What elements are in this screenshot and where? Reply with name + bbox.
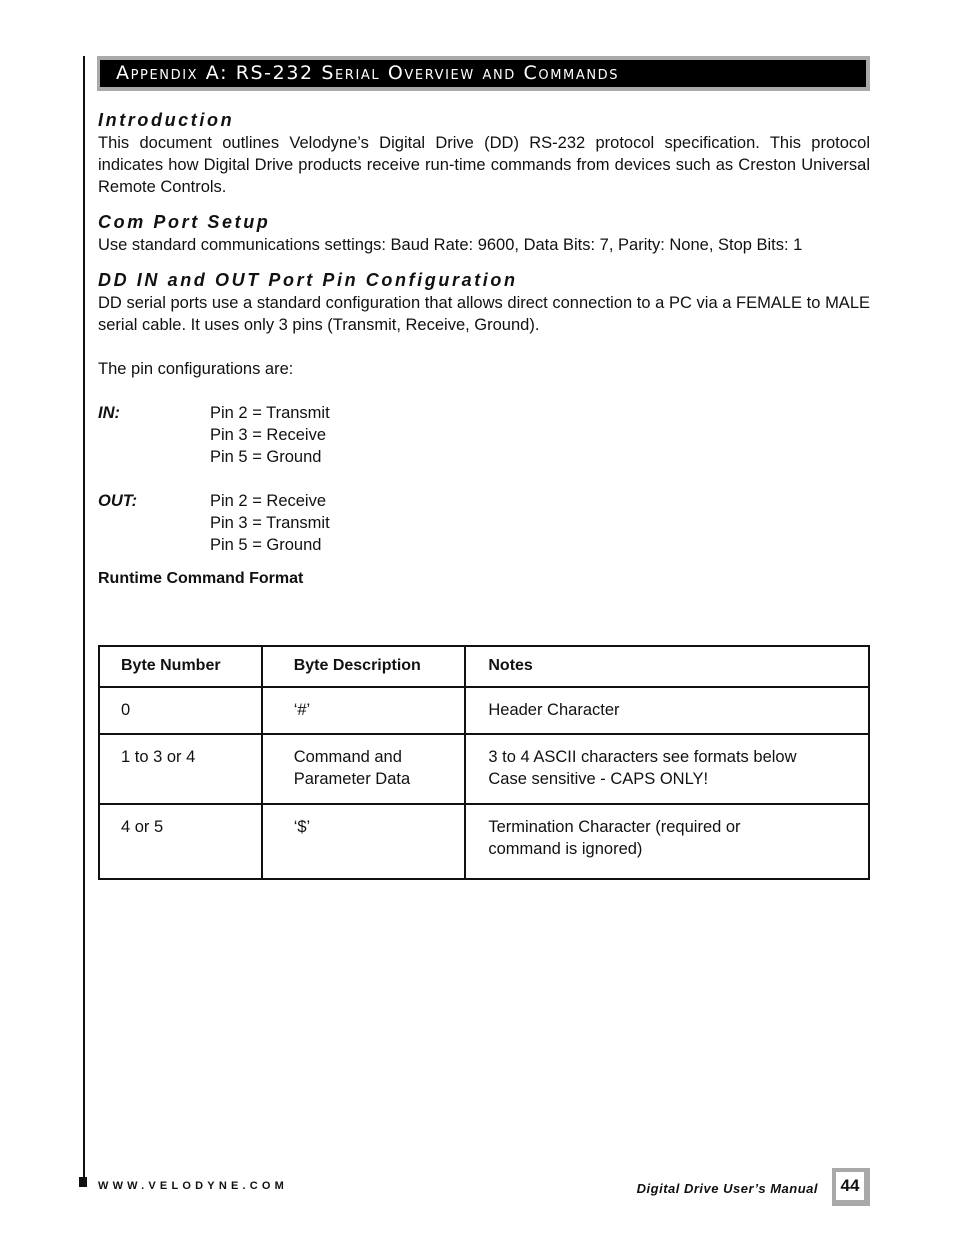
byte-number-cell: 4 or 5 [99,804,262,879]
byte-description-cell: Command and Parameter Data [262,734,466,804]
com-port-heading: Com Port Setup [98,212,271,232]
pin-config-intro: The pin configurations are: [98,360,294,378]
out-label: OUT: [98,492,138,510]
notes-cell: Header Character [465,687,869,734]
pin-config-text: DD serial ports use a standard configuration that allows direct connection to a PC via a FEMALE to MALE serial cable. It uses only 3 pins (Transmit, Receive, Ground). [98,294,870,334]
in-pin-line: Pin 5 = Ground [210,448,322,466]
page-content [98,108,870,590]
in-pin-line: Pin 2 = Transmit [210,404,330,422]
out-pin-line: Pin 2 = Receive [210,492,327,510]
runtime-heading: Runtime Command Format [98,570,304,587]
page-number-box [832,1168,870,1206]
footer-manual-title: Digital Drive User’s Manual [636,1181,818,1196]
col-header-notes: Notes [465,646,869,687]
table-row [99,734,869,804]
intro-text: This document outlines Velodyne’s Digital Drive (DD) RS-232 protocol specification. This protocol indicates how Digital Drive products receive run-time commands from devices such as Creston Universal Remote Controls. [98,134,870,196]
in-pin-line: Pin 3 = Receive [210,426,327,444]
runtime-command-table [98,645,870,880]
intro-heading: Introduction [98,110,235,130]
out-pin-line: Pin 5 = Ground [210,536,322,554]
byte-number-cell: 1 to 3 or 4 [99,734,262,804]
byte-number-cell: 0 [99,687,262,734]
footer-website: WWW.VELODYNE.COM [98,1180,289,1192]
margin-marker [79,1177,87,1187]
col-header-byte-description: Byte Description [262,646,466,687]
page-number: 44 [836,1172,864,1200]
table-row [99,687,869,734]
notes-cell: Termination Character (required or command is ignored) [465,804,869,879]
notes-cell: 3 to 4 ASCII characters see formats below Case sensitive - CAPS ONLY! [465,734,869,804]
appendix-title: Appendix A: RS-232 Serial Overview and Commands [100,60,866,87]
margin-rule [83,56,85,1184]
pin-config-heading: DD IN and OUT Port Pin Configuration [98,270,518,290]
out-pin-line: Pin 3 = Transmit [210,514,330,532]
table-row [99,804,869,879]
out-pin-block [98,490,870,556]
in-pin-block [98,402,870,468]
byte-description-cell: ‘#’ [262,687,466,734]
com-port-text: Use standard communications settings: Baud Rate: 9600, Data Bits: 7, Parity: None, Stop Bits: 1 [98,236,803,254]
appendix-header [97,56,870,91]
in-label: IN: [98,404,120,422]
col-header-byte-number: Byte Number [99,646,262,687]
byte-description-cell: ‘$’ [262,804,466,879]
